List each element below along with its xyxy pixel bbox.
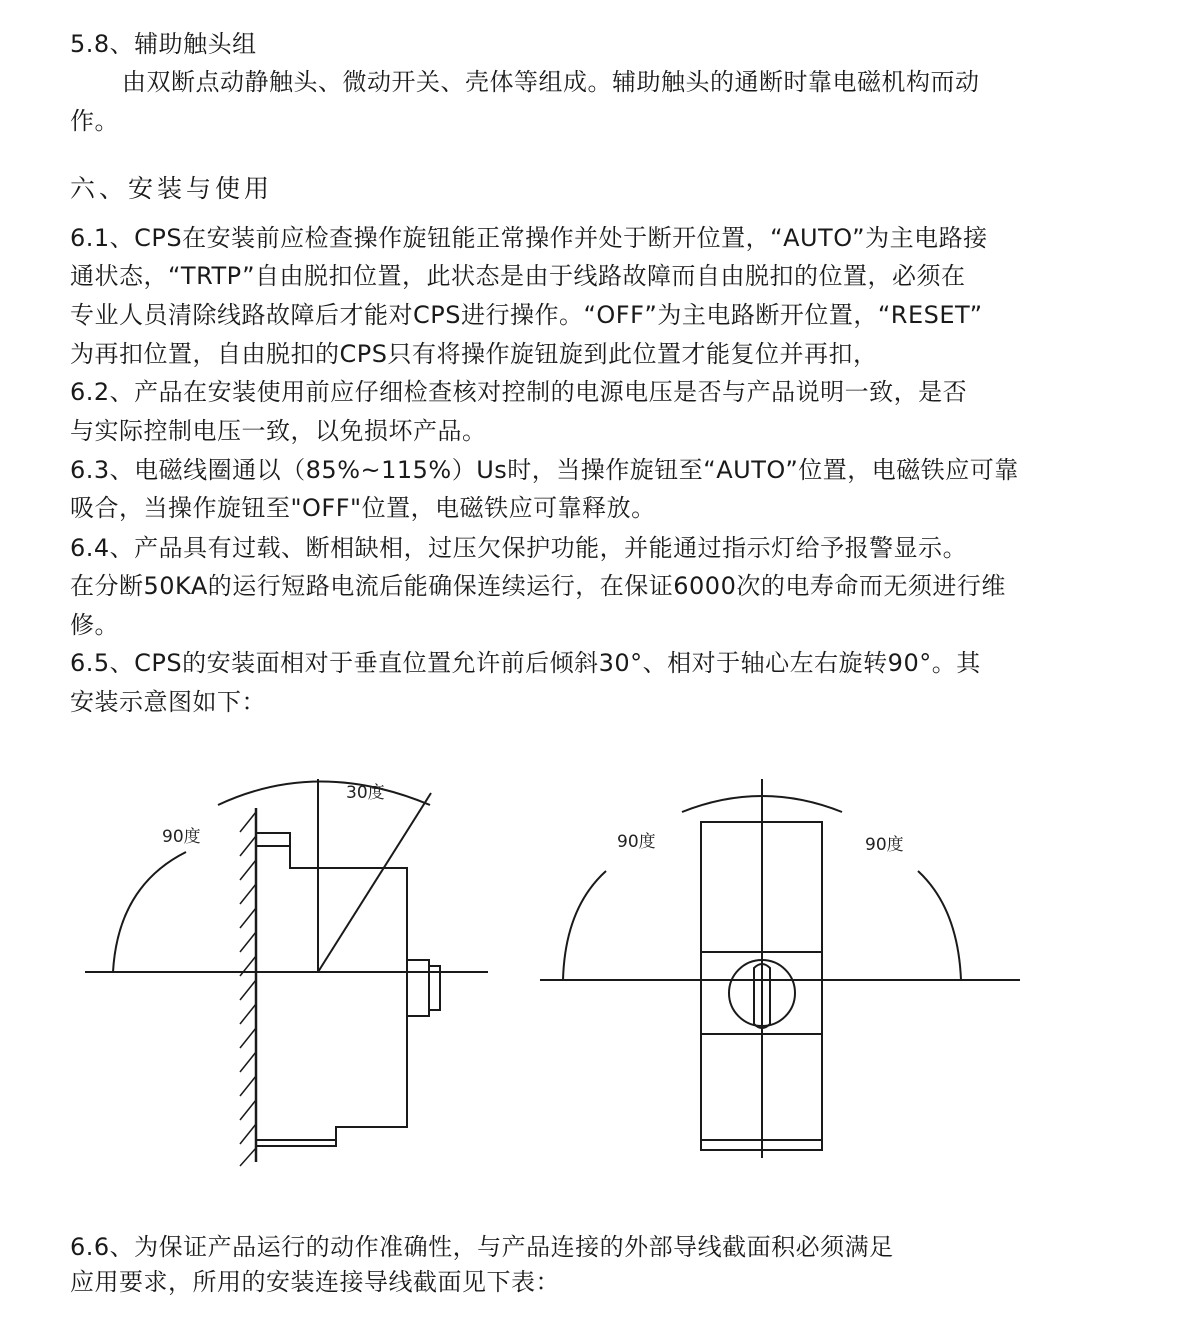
p6-4-line-2: 在分断50KA的运行短路电流后能确保连续运行，在保证6000次的电寿命而无须进行维 [70, 572, 1006, 600]
p6-2-line-2: 与实际控制电压一致，以免损坏产品。 [70, 417, 487, 445]
section-5-8-body-line-2: 作。 [70, 107, 119, 135]
p6-6-line-1: 6.6、为保证产品运行的动作准确性，与产品连接的外部导线截面积必须满足 [70, 1233, 894, 1261]
wall-hatching [240, 812, 256, 1166]
left-rotation-arc [113, 852, 186, 972]
left-label-90: 90度 [162, 827, 201, 847]
device-side-outline [256, 833, 407, 1146]
p6-5-line-2: 安装示意图如下： [70, 688, 266, 716]
right-label-90-left: 90度 [617, 832, 656, 852]
p6-3-line-2: 吸合，当操作旋钮至"OFF"位置，电磁铁应可靠释放。 [70, 494, 656, 522]
p6-2-line-1: 6.2、产品在安装使用前应仔细检查核对控制的电源电压是否与产品说明一致，是否 [70, 378, 968, 406]
p6-4-line-1: 6.4、产品具有过载、断相缺相，过压欠保护功能，并能通过指示灯给予报警显示。 [70, 534, 968, 562]
front-left-arc [563, 871, 606, 980]
p6-1-line-1: 6.1、CPS在安装前应检查操作旋钮能正常操作并处于断开位置，“AUTO”为主电路接 [70, 224, 988, 252]
right-front-view [540, 779, 1020, 1158]
p6-1-line-2: 通状态，“TRTP”自由脱扣位置，此状态是由于线路故障而自由脱扣的位置，必须在 [70, 262, 966, 290]
tilt-arc [218, 782, 430, 806]
p6-6-line-2: 应用要求，所用的安装连接导线截面见下表： [70, 1268, 560, 1296]
p6-3-line-1: 6.3、电磁线圈通以（85%~115%）Us时，当操作旋钮至“AUTO”位置，电磁铁应可靠 [70, 456, 1019, 484]
tilt-30-line [318, 793, 431, 972]
right-label-90-right: 90度 [865, 835, 904, 855]
section-5-8-body-line-1: 由双断点动静触头、微动开关、壳体等组成。辅助触头的通断时靠电磁机构而动 [122, 68, 980, 96]
front-right-arc [918, 871, 961, 980]
section-5-8-title: 5.8、辅助触头组 [70, 30, 257, 58]
left-side-view [85, 779, 488, 1166]
section-6-heading: 六、安装与使用 [70, 174, 274, 203]
p6-4-line-3: 修。 [70, 611, 119, 639]
p6-5-line-1: 6.5、CPS的安装面相对于垂直位置允许前后倾斜30°、相对于轴心左右旋转90°。其 [70, 649, 981, 677]
side-knob [407, 960, 429, 1016]
left-label-30: 30度 [346, 783, 385, 803]
p6-1-line-3: 专业人员清除线路故障后才能对CPS进行操作。“OFF”为主电路断开位置，“RESET” [70, 301, 983, 329]
p6-1-line-4: 为再扣位置，自由脱扣的CPS只有将操作旋钮旋到此位置才能复位并再扣， [70, 340, 878, 368]
